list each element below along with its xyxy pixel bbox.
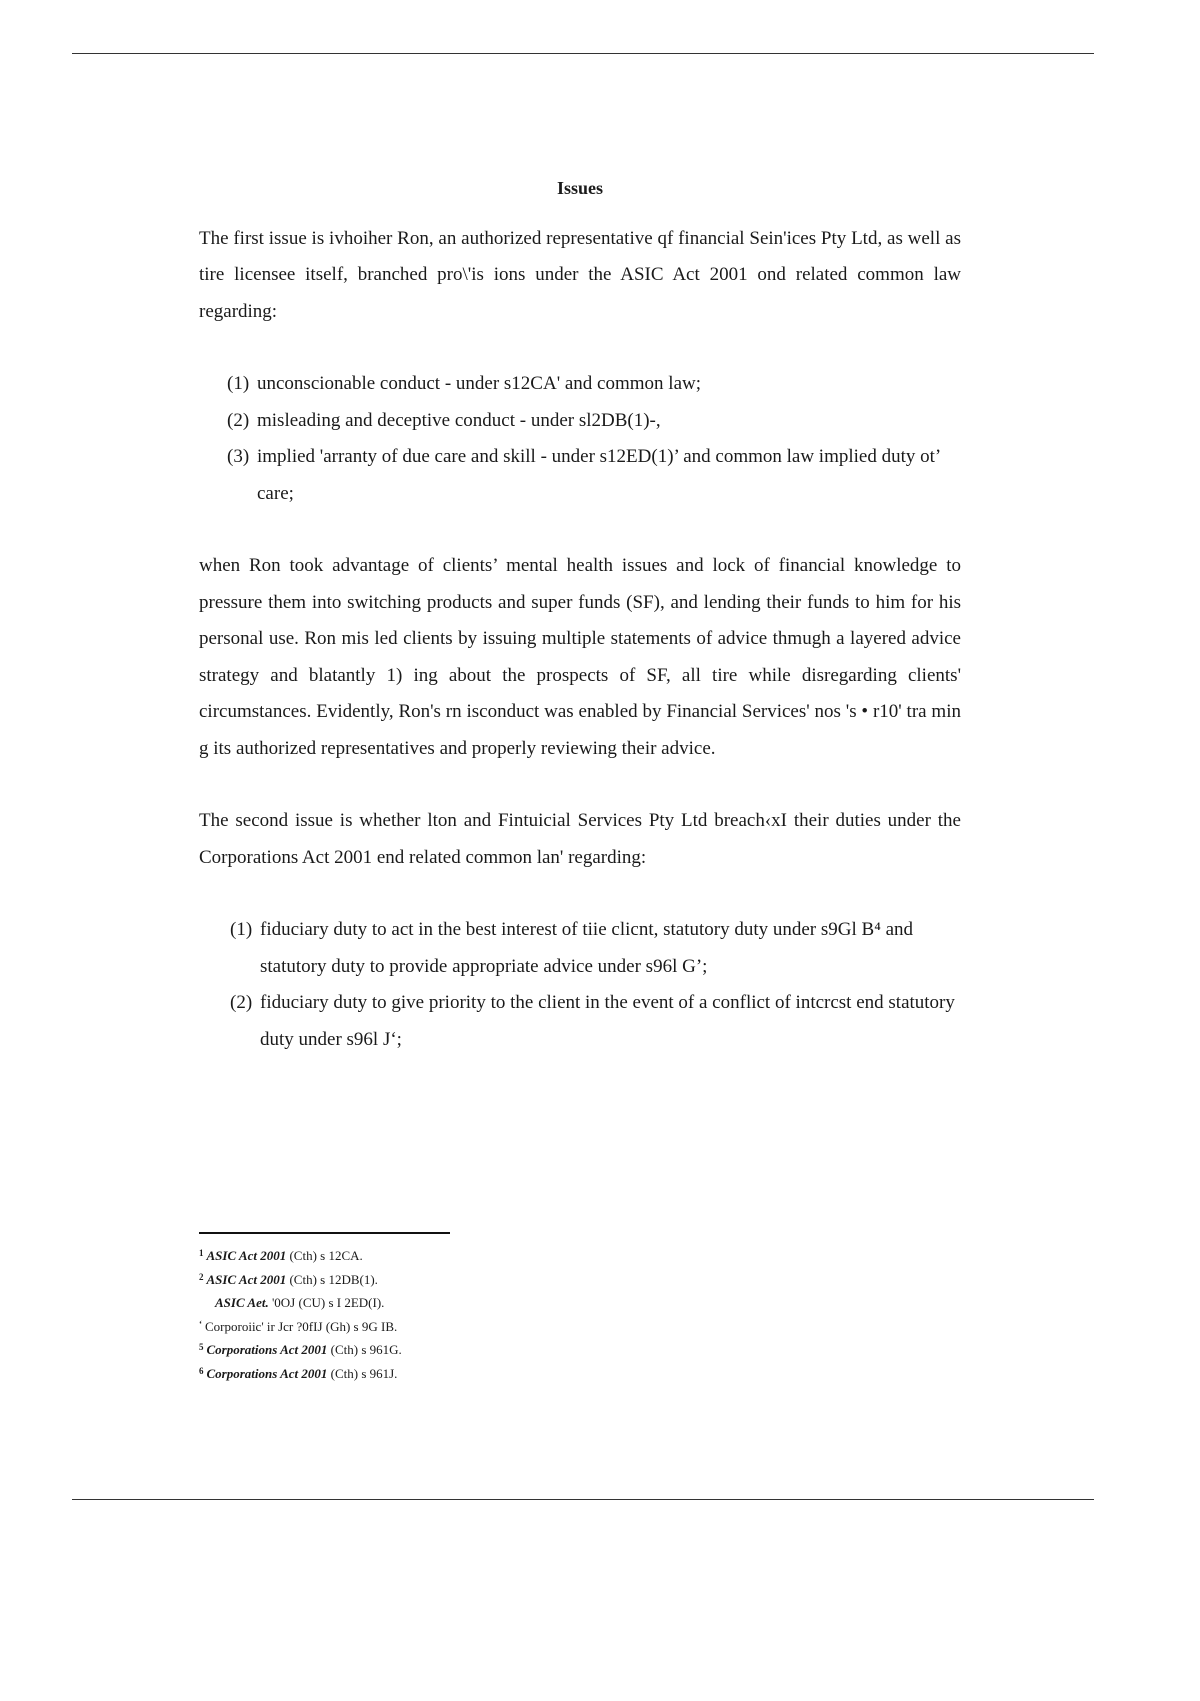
footnote-citation: Corporoiic' ir Jcr ?0fIJ (Gh) s 9G IB. xyxy=(205,1318,398,1334)
footnote xyxy=(199,1267,599,1291)
spacer xyxy=(199,876,961,912)
list-item-number: (1) xyxy=(227,373,250,394)
list-item-text: unconscionable conduct - under s12CA' and common law; xyxy=(257,373,702,394)
footnote-act-title: ASIC Aet. xyxy=(215,1295,269,1310)
list-item-number: (2) xyxy=(230,992,253,1013)
first-issue-paragraph: The first issue is ivhoiher Ron, an authorized representative qf financial Sein'ices Pty Ltd, as well as tire licensee itself, branched pro\'is ions under the ASIC Act 2001 ond related common law regarding: xyxy=(199,227,961,322)
footnote-mark: 1 xyxy=(199,1248,204,1258)
footnote-citation: (Cth) s 12CA. xyxy=(286,1248,363,1263)
footnotes xyxy=(199,1243,599,1384)
header-rule xyxy=(72,53,1094,54)
list-item xyxy=(227,439,961,512)
footnote xyxy=(199,1314,599,1338)
footnote-citation: (Cth) s 12DB(1). xyxy=(286,1271,378,1287)
footer-rule xyxy=(72,1499,1094,1500)
section-heading: Issues xyxy=(556,178,604,198)
footnote-act-title: ASIC Act 2001 xyxy=(206,1248,287,1263)
footnote-mark: 5 xyxy=(199,1342,204,1352)
footnote xyxy=(199,1337,599,1361)
list-item-number: (3) xyxy=(227,446,250,467)
footnote-mark: 2 xyxy=(199,1271,204,1282)
footnote-citation: (Cth) s 961J. xyxy=(327,1365,398,1381)
footnote-citation: (Cth) s 961G. xyxy=(327,1342,402,1357)
footnote-separator xyxy=(199,1232,450,1234)
footnote-mark: ‘ xyxy=(199,1318,202,1329)
footnote-citation: '0OJ (CU) s I 2ED(I). xyxy=(268,1295,385,1310)
footnote xyxy=(199,1243,599,1267)
conduct-paragraph: when Ron took advantage of clients’ mental health issues and lock of financial knowledge to pressure them into switching products and super funds (SF), and lending their funds to him for his personal use. Ron mis led clients by issuing multiple statements of advice thmugh a layered advice strategy and blatantly 1) ing about the prospects of SF, all tire while disregarding clients' circumstances. Evidently, Ron's rn isconduct was enabled by Financial Services' nos 's • r10' tra min g its authorized representatives and properly reviewing their advice. xyxy=(199,555,961,759)
footnote-act-title: Corporations Act 2001 xyxy=(206,1365,328,1381)
footnote-mark: 6 xyxy=(199,1365,204,1376)
list-item xyxy=(230,985,961,1058)
second-issue-paragraph: The second issue is whether lton and Fintuicial Services Pty Ltd breach‹xI their duties under the Corporations Act 2001 end related common lan' regarding: xyxy=(199,810,961,868)
list-item-text: misleading and deceptive conduct - under sl2DB(1)-, xyxy=(257,409,661,431)
footnote-act-title: Corporations Act 2001 xyxy=(206,1342,328,1357)
list-item-number: (2) xyxy=(227,409,250,431)
document-body xyxy=(199,170,961,1058)
footnote xyxy=(199,1290,599,1314)
footnote xyxy=(199,1361,599,1385)
second-issue-list xyxy=(230,912,961,1058)
spacer xyxy=(199,767,961,803)
first-issue-list xyxy=(227,366,961,512)
list-item-text: fiduciary duty to give priority to the client in the event of a conflict of intcrcst end statutory duty under s96l J‘; xyxy=(260,992,955,1050)
list-item-text: fiduciary duty to act in the best interest of tiie clicnt, statutory duty under s9Gl B⁴ and statutory duty to provide appropriate advice under s96l G’; xyxy=(260,919,914,977)
spacer xyxy=(199,330,961,366)
list-item xyxy=(227,366,961,403)
list-item xyxy=(230,912,961,985)
list-item xyxy=(227,403,961,440)
list-item-number: (1) xyxy=(230,919,253,940)
footnote-act-title: ASIC Act 2001 xyxy=(206,1271,287,1287)
spacer xyxy=(199,512,961,548)
list-item-text: implied 'arranty of due care and skill - under s12ED(1)’ and common law implied duty ot’ care; xyxy=(257,446,940,504)
